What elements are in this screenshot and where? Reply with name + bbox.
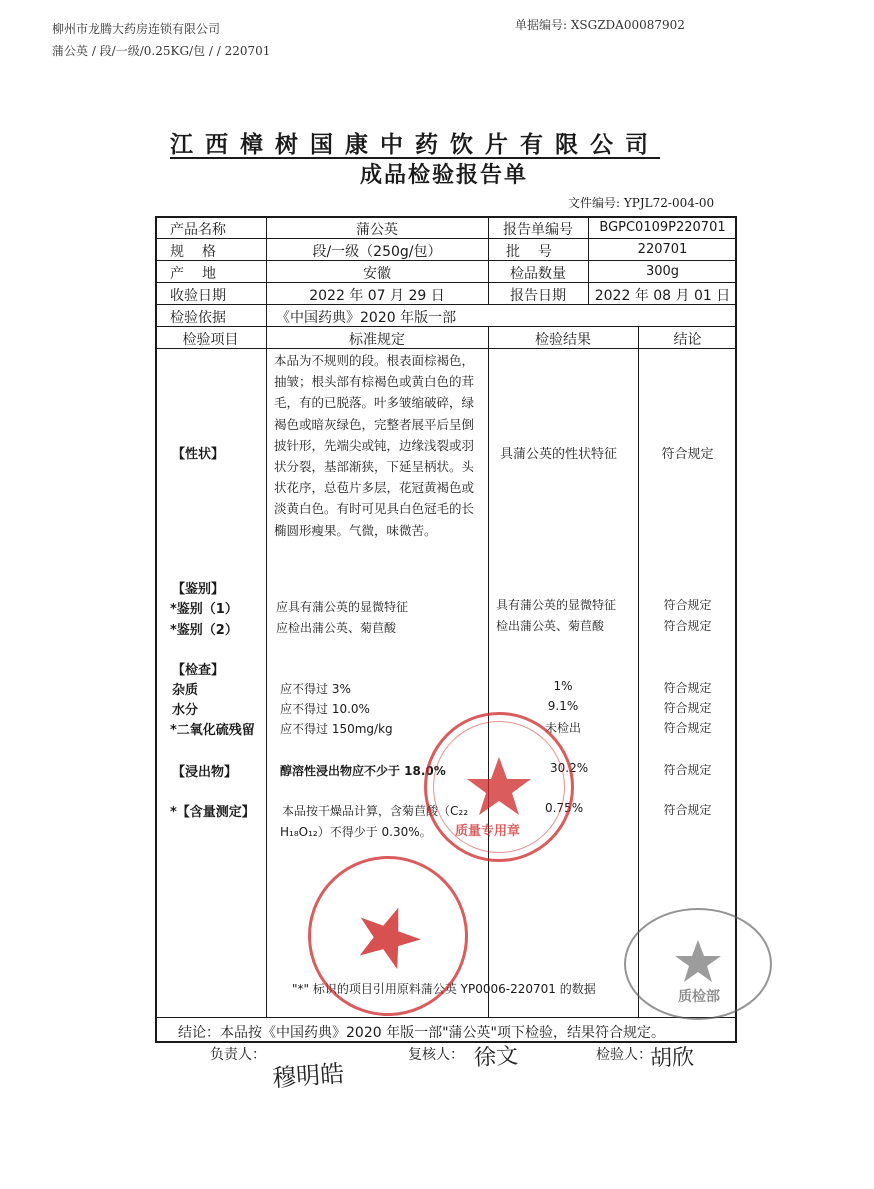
- identification-result-1: 具有蒲公英的显微特征: [496, 598, 617, 612]
- inspection-standard-1: 应不得过 3%: [280, 682, 351, 696]
- issuer-name: 柳州市龙腾大药房连锁有限公司: [52, 22, 221, 36]
- inspection-standard-2: 应不得过 10.0%: [280, 702, 370, 716]
- inspection-heading: 【检查】: [172, 663, 225, 678]
- inspection-conclusion-1: 符合规定: [663, 681, 712, 695]
- basis-value: 《中国药典》2020 年版一部: [276, 310, 457, 326]
- qty-label: 检品数量: [510, 266, 566, 282]
- report-date-value: 2022 年 08 月 01 日: [594, 288, 731, 304]
- inspection-conclusion-3: 符合规定: [663, 721, 712, 735]
- inspection-standard-3: 应不得过 150mg/kg: [280, 722, 393, 736]
- inspection-item-2: 水分: [172, 703, 199, 718]
- column-conclusion: 结论: [673, 332, 702, 348]
- extract-standard: 醇溶性浸出物应不少于 18.0%: [280, 764, 446, 778]
- identification-item-2: *鉴别（2）: [170, 623, 238, 638]
- inspector-signature: 胡欣: [649, 1045, 695, 1072]
- assay-standard-line2: H₁₈O₁₂）不得少于 0.30%。: [280, 825, 432, 839]
- qty-value: 300g: [645, 264, 680, 279]
- inspection-result-2: 9.1%: [547, 699, 579, 713]
- inspector-label: 检验人：: [596, 1047, 652, 1063]
- identification-standard-2: 应检出蒲公英、菊苣酸: [276, 621, 397, 635]
- report-title: 成品检验报告单: [360, 163, 529, 188]
- spec-label: 规格: [170, 244, 234, 260]
- spec-value: 段/一级（250g/包）: [312, 244, 442, 260]
- inspection-conclusion-2: 符合规定: [663, 701, 712, 715]
- batch-value: 220701: [637, 242, 688, 257]
- column-result: 检验结果: [535, 332, 591, 348]
- product-name-value: 蒲公英: [356, 222, 398, 238]
- extract-conclusion: 符合规定: [663, 763, 712, 777]
- company-name: 江西樟树国康中药饮片有限公司: [170, 132, 660, 158]
- assay-standard-line1: 本品按干燥品计算，含菊苣酸（C₂₂: [282, 804, 469, 818]
- responsible-label: 负责人：: [210, 1047, 266, 1063]
- inspection-result-3: 未检出: [544, 721, 581, 735]
- column-item: 检验项目: [182, 332, 239, 348]
- product-name-label: 产品名称: [170, 222, 226, 238]
- receive-date-label: 收验日期: [170, 288, 226, 304]
- basis-label: 检验依据: [170, 310, 226, 326]
- batch-label: 批号: [506, 244, 570, 260]
- identification-standard-1: 应具有蒲公英的显微特征: [276, 600, 409, 614]
- assay-result: 0.75%: [545, 801, 584, 815]
- receive-date-value: 2022 年 07 月 29 日: [309, 288, 445, 304]
- report-no-value: BGPC0109P220701: [599, 220, 726, 235]
- quality-seal: [424, 712, 574, 862]
- reviewer-label: 复核人：: [408, 1047, 464, 1063]
- identification-heading: 【鉴别】: [172, 582, 225, 597]
- responsible-signature: 穆明皓: [271, 1059, 346, 1093]
- footnote: "*" 标识的项目引用原料蒲公英 YP0006-220701 的数据: [292, 982, 596, 996]
- conclusion-text: 结论：本品按《中国药典》2020 年版一部"蒲公英"项下检验，结果符合规定。: [178, 1025, 665, 1041]
- inspection-item-3: *二氧化硫残留: [170, 723, 255, 738]
- column-standard: 标准规定: [349, 332, 405, 348]
- extract-item: 【浸出物】: [172, 765, 238, 780]
- extract-result: 30.2%: [550, 761, 589, 775]
- character-item: 【性状】: [172, 447, 225, 462]
- character-conclusion: 符合规定: [661, 447, 714, 462]
- origin-value: 安徽: [363, 266, 391, 282]
- identification-result-2: 检出蒲公英、菊苣酸: [496, 619, 605, 633]
- origin-label: 产地: [170, 266, 234, 282]
- report-date-label: 报告日期: [510, 288, 566, 304]
- qa-department-seal: 质检部: [624, 908, 772, 1020]
- assay-item: *【含量测定】: [170, 805, 255, 820]
- reviewer-signature: 徐文: [473, 1043, 519, 1072]
- product-line: 蒲公英 / 段/一级/0.25KG/包 / / 220701: [52, 44, 271, 58]
- report-no-label: 报告单编号: [503, 222, 573, 238]
- inspection-result-1: 1%: [553, 679, 573, 693]
- receipt-number: 单据编号: XSGZDA00087902: [515, 18, 685, 32]
- identification-item-1: *鉴别（1）: [170, 602, 238, 617]
- character-standard: 本品为不规则的段。根表面棕褐色，抽皱；根头部有棕褐色或黄白色的茸毛，有的已脱落。叶多皱缩破碎，绿褐色或暗灰绿色，完整者展平后呈倒披针形，先端尖或钝，边缘浅裂或羽状分裂，基部渐狭，下延呈柄状。头状花序，总苞片多层，花冠黄褐色或淡黄白色。有时可见具白色冠毛的长椭圆形瘦果。气微，味微苦。: [274, 353, 475, 538]
- character-result: 具蒲公英的性状特征: [500, 447, 618, 462]
- identification-conclusion-1: 符合规定: [663, 598, 712, 612]
- inspection-item-1: 杂质: [172, 683, 199, 698]
- file-number: 文件编号: YPJL72-004-00: [568, 196, 715, 210]
- identification-conclusion-2: 符合规定: [663, 619, 712, 633]
- assay-conclusion: 符合规定: [663, 803, 712, 817]
